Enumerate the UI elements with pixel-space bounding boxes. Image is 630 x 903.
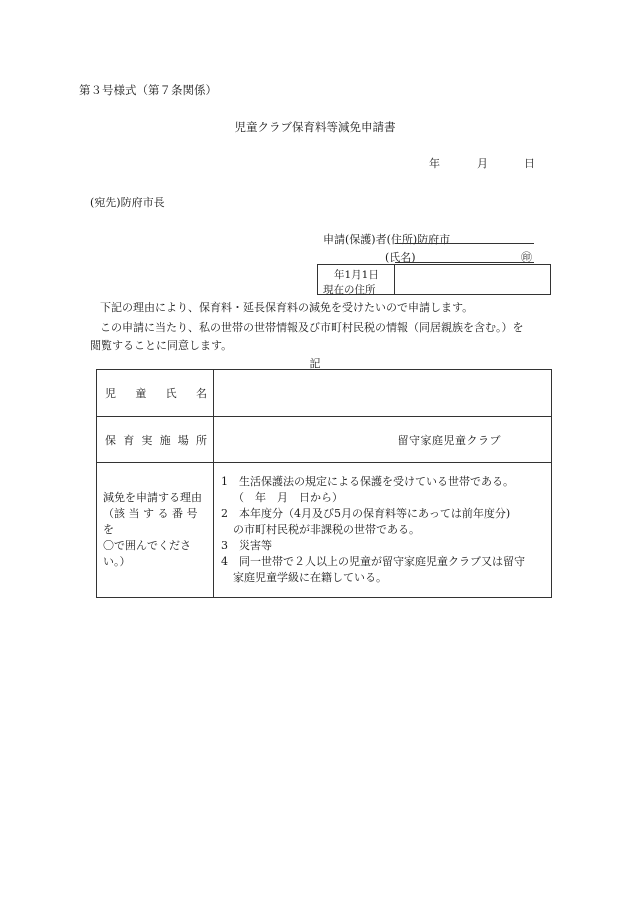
addressee: (宛先)防府市長 — [90, 196, 165, 209]
reason-label — [97, 463, 214, 598]
reason-label-line1: 減免を申請する理由 — [103, 491, 202, 504]
document-title: 児童クラブ保育料等減免申請書 — [234, 120, 396, 134]
date-year: 年 — [429, 157, 440, 170]
applicant-address-label: 申請(保護)者(住所)防府市 — [323, 233, 451, 246]
place-char: 保 — [105, 433, 116, 447]
child-name-char: 名 — [195, 387, 207, 400]
reason-options[interactable] — [214, 463, 552, 598]
place-value: 留守家庭児童クラブ — [214, 417, 552, 463]
reason-item-1[interactable]: 1 生活保護法の規定による保護を受けている世帯である。 — [221, 475, 514, 488]
child-name-char: 童 — [135, 387, 147, 400]
reason-item-4[interactable]: 4 同一世帯で２人以上の児童が留守家庭児童クラブ又は留守 — [221, 555, 525, 568]
place-char: 育 — [123, 433, 135, 447]
child-name-label — [97, 370, 214, 417]
request-paragraph: 下記の理由により、保育料・延長保育料の減免を受けたいので申請します。 — [100, 301, 474, 314]
date-month: 月 — [477, 157, 488, 170]
jan1-address-label-line2: 現在の住所 — [323, 284, 376, 296]
child-name-row — [97, 370, 552, 417]
form-number: 第３号様式（第７条関係） — [79, 83, 217, 97]
consent-paragraph-line2: 閲覧することに同意します。 — [90, 339, 233, 352]
place-char: 実 — [141, 433, 153, 447]
reason-row — [97, 463, 552, 598]
place-char: 施 — [159, 433, 171, 447]
jan1-address-label-line1: 年1月1日 — [334, 269, 379, 281]
seal-mark: ㊞ — [521, 251, 532, 264]
ki-heading: 記 — [309, 357, 321, 370]
reason-label-line2: （該 当 す る 番 号 を — [103, 507, 198, 536]
jan1-address-box — [317, 264, 551, 295]
place-label — [97, 417, 214, 463]
reason-label-line4: い。） — [103, 555, 131, 568]
child-name-char: 氏 — [165, 387, 177, 400]
place-char: 所 — [195, 433, 207, 447]
applicant-name-label: (氏名) — [385, 251, 416, 264]
reason-item-2-cont: の市町村民税が非課税の世帯である。 — [233, 523, 420, 536]
jan1-address-divider — [394, 265, 395, 294]
name-underline — [395, 262, 534, 263]
reason-item-3[interactable]: 3 災害等 — [221, 539, 272, 552]
child-name-char: 児 — [105, 387, 116, 400]
address-underline — [395, 243, 534, 244]
date-day: 日 — [524, 157, 535, 170]
child-name-field[interactable] — [214, 370, 552, 417]
reason-label-line3: 〇で囲んでくださ — [103, 539, 191, 552]
reason-item-2[interactable]: 2 本年度分（4月及び5月の保育料等にあっては前年度分) — [221, 507, 511, 520]
consent-paragraph-line1: この申請に当たり、私の世帯の世帯情報及び市町村民税の情報（同居親族を含む。）を — [100, 321, 524, 334]
place-char: 場 — [177, 433, 189, 447]
reason-item-4-cont: 家庭児童学級に在籍している。 — [233, 571, 387, 584]
reason-item-1-date: （ 年 月 日から） — [233, 491, 343, 504]
application-table — [96, 369, 552, 598]
place-row — [97, 417, 552, 463]
